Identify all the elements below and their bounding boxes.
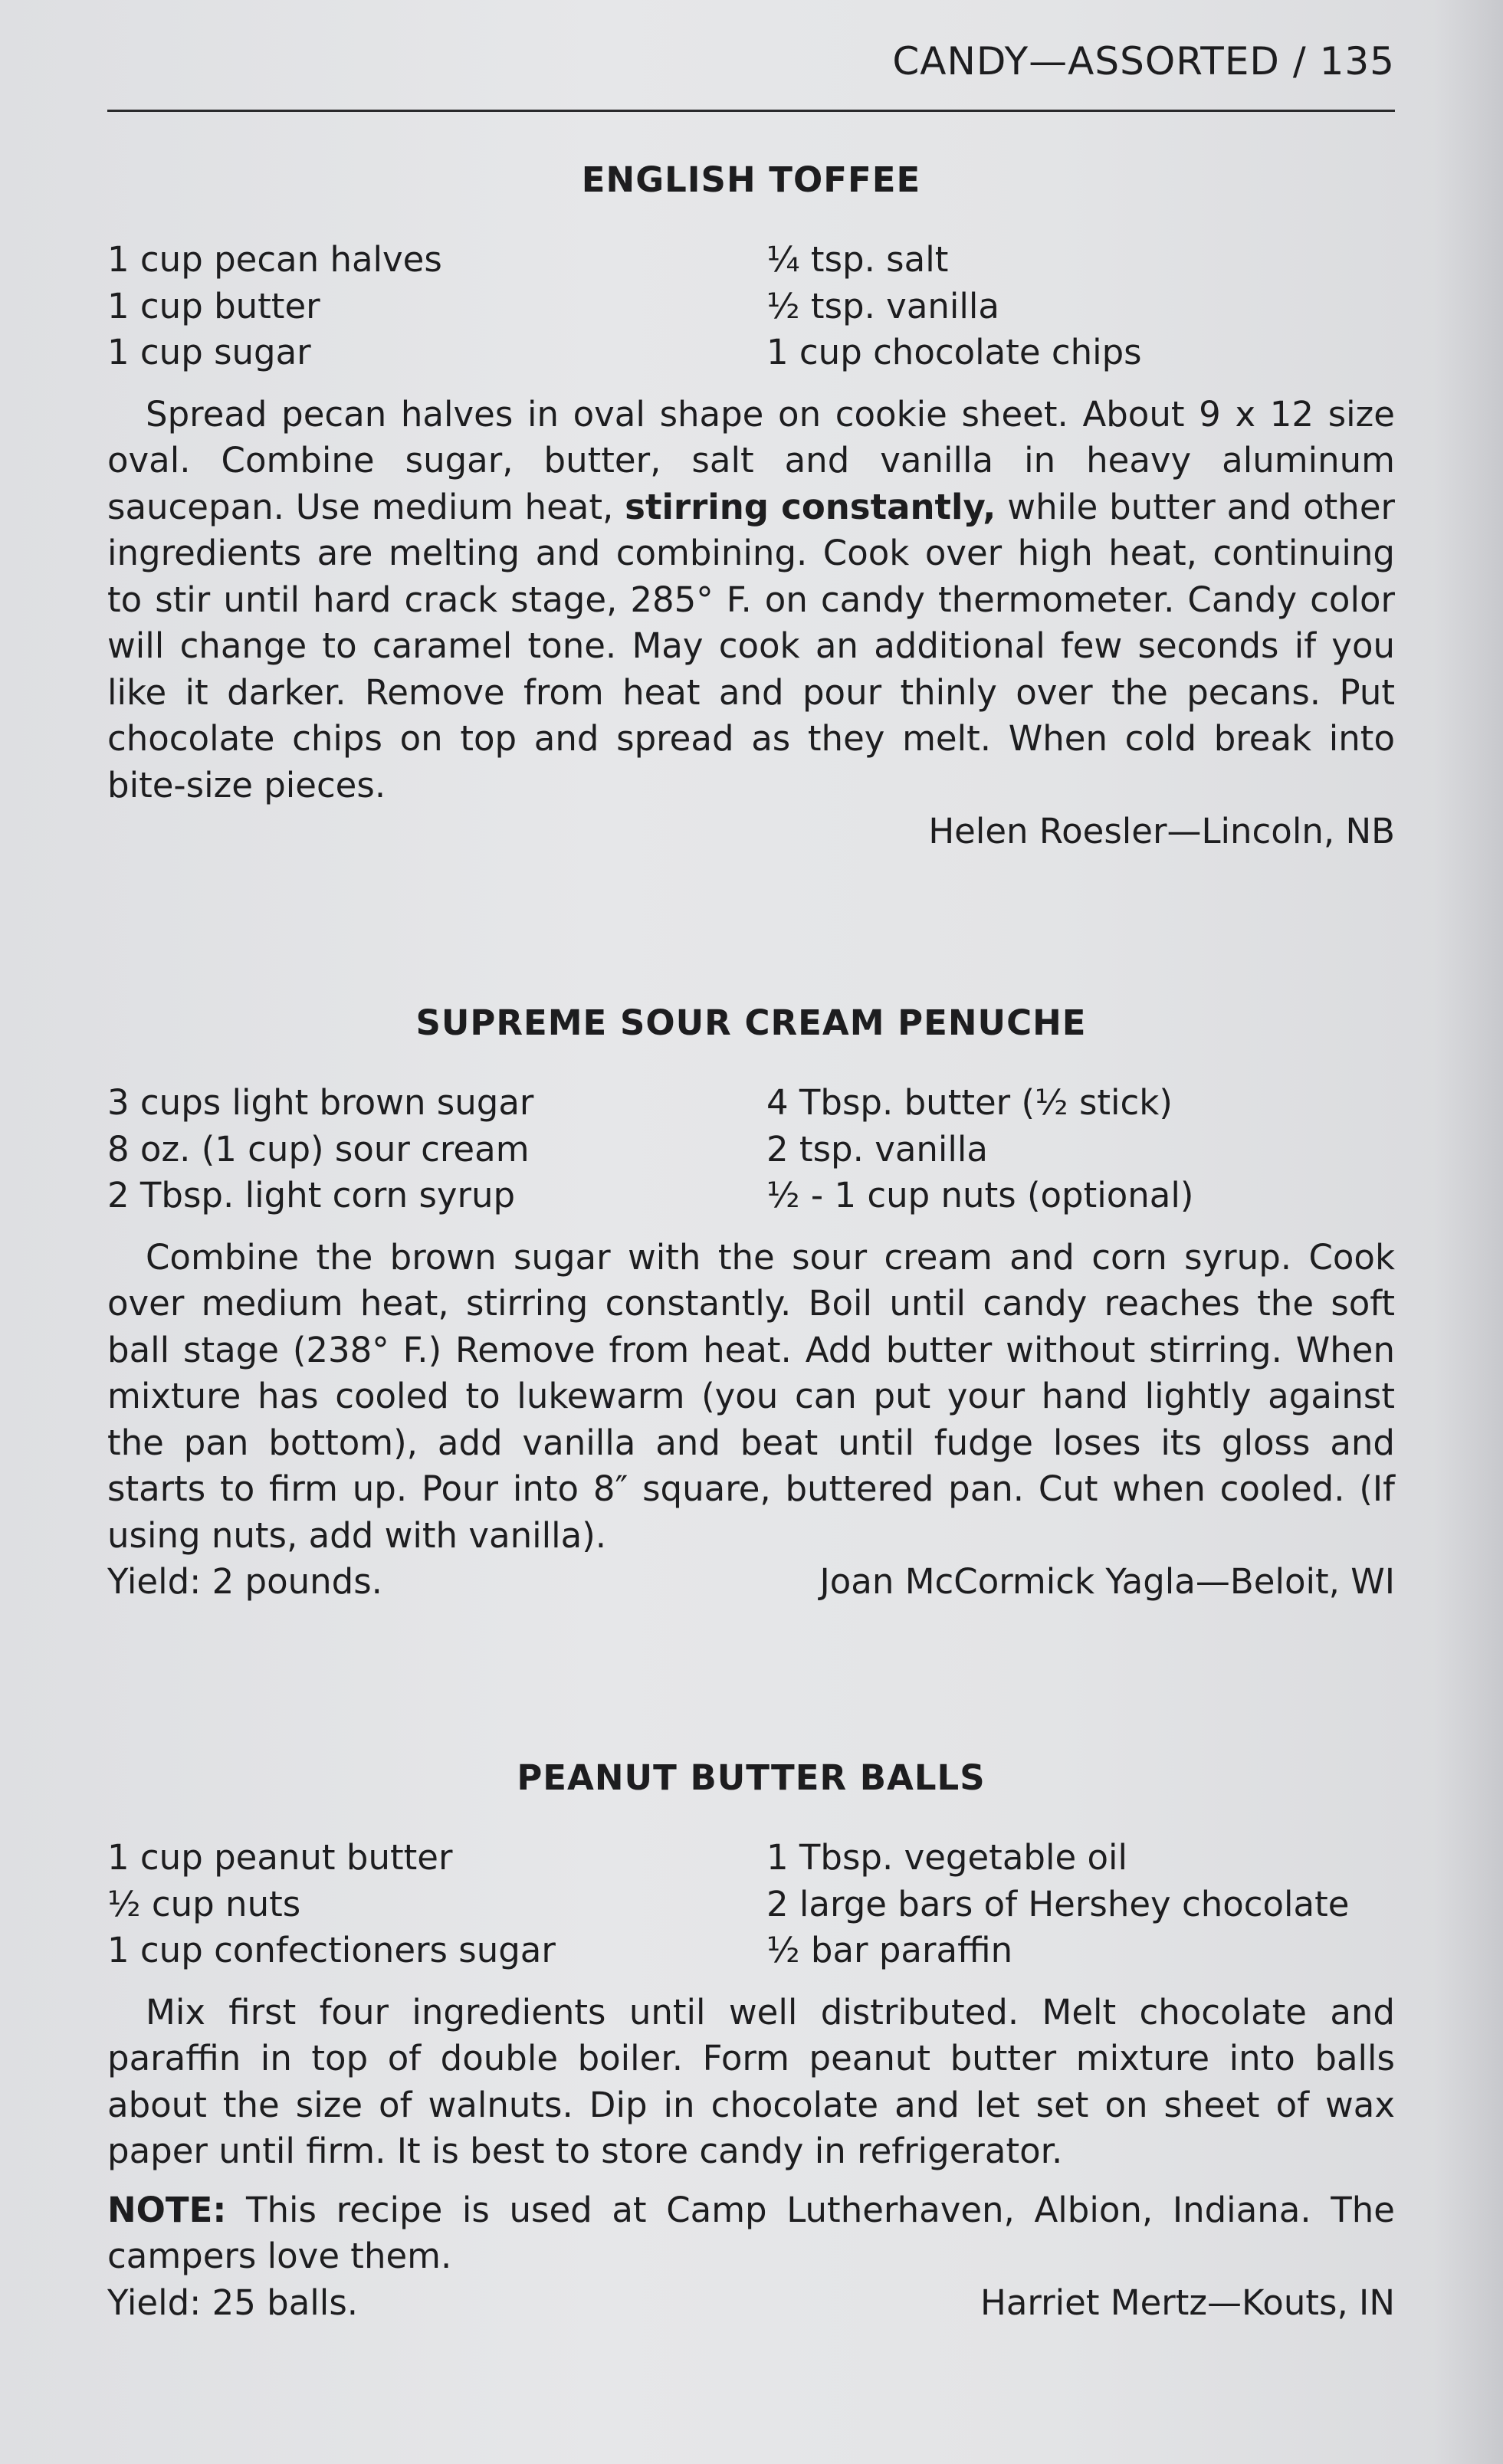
directions-text: Spread pecan halves in oval shape on cookie sheet. About 9 x 12 size oval. Combine sugar, butter, salt and vanilla in heavy aluminum saucepan. Use medium heat, (107, 393, 1395, 527)
ingredient-item: 8 oz. (1 cup) sour cream (107, 1128, 530, 1170)
recipe-directions: Combine the brown sugar with the sour cream and corn syrup. Cook over medium heat, stirring constantly. Boil until candy reaches the soft ball stage (238° F.) Remove from heat. Add butter without stirring. When mixture has cooled to lukewarm (you can put your hand lightly against the pan bottom), add vanilla and beat until fudge loses its gloss and starts to firm up. Pour into 8″ square, buttered pan. Cut when cooled. (If using nuts, add with vanilla). (107, 1236, 1395, 1556)
recipe-yield: Yield: 25 balls. (107, 2282, 359, 2323)
ingredient-item: 1 cup pecan halves (107, 239, 442, 280)
recipe-note (107, 2187, 1395, 2280)
ingredient-item: ½ tsp. vanilla (766, 285, 999, 326)
recipe-title: PEANUT BUTTER BALLS (517, 1757, 986, 1798)
recipe-title: ENGLISH TOFFEE (581, 159, 921, 200)
header-rule (107, 110, 1395, 112)
ingredient-item: ½ - 1 cup nuts (optional) (766, 1175, 1194, 1216)
ingredient-item: 2 tsp. vanilla (766, 1128, 989, 1170)
ingredient-item: 1 Tbsp. vegetable oil (766, 1837, 1127, 1878)
ingredient-item: 2 large bars of Hershey chocolate (766, 1883, 1350, 1924)
recipe-attribution: Harriet Mertz—Kouts, IN (980, 2282, 1395, 2323)
directions-text: while butter and other ingredients are melting and combining. Cook over high heat, continuing to stir until hard crack stage, 285° F. on candy thermometer. Candy color will change to caramel tone. May cook an additional few seconds if you like it darker. Remove from heat and pour thinly over the pecans. Put chocolate chips on top and spread as they melt. When cold break into bite-size pieces. (107, 486, 1395, 805)
ingredient-list (107, 1835, 1395, 1974)
recipe-english-toffee (107, 157, 1395, 855)
recipe-peanut-butter-balls (107, 1755, 1395, 2326)
ingredient-list (107, 237, 1395, 376)
directions-emphasis: stirring constantly, (625, 486, 996, 527)
recipe-directions: Mix first four ingredients until well distributed. Melt chocolate and paraffin in top of double boiler. Form peanut butter mixture into balls about the size of walnuts. Dip in chocolate and let set on sheet of wax paper until firm. It is best to store candy in refrigerator. (107, 1991, 1395, 2171)
running-head: CANDY—ASSORTED / 135 (892, 39, 1395, 84)
yield-attribution-row (107, 2280, 1395, 2327)
ingredient-item: ¼ tsp. salt (766, 239, 949, 280)
recipe-directions (107, 392, 1395, 809)
note-text: This recipe is used at Camp Lutherhaven, Albion, Indiana. The campers love them. (107, 2189, 1395, 2276)
ingredient-item: 4 Tbsp. butter (½ stick) (766, 1082, 1173, 1123)
ingredient-column-left (107, 1835, 766, 1974)
recipe-attribution: Helen Roesler—Lincoln, NB (928, 811, 1395, 851)
ingredient-column-right (766, 237, 1142, 376)
ingredient-item: 1 cup chocolate chips (766, 332, 1142, 372)
page-edge-shadow (1434, 0, 1503, 2464)
ingredient-column-left (107, 1080, 766, 1219)
ingredient-item: 1 cup peanut butter (107, 1837, 453, 1878)
ingredient-item: 1 cup confectioners sugar (107, 1930, 556, 1970)
ingredient-item: 1 cup butter (107, 285, 320, 326)
ingredient-item: ½ cup nuts (107, 1883, 301, 1924)
recipe-yield: Yield: 2 pounds. (107, 1561, 382, 1602)
yield-attribution-row (107, 1559, 1395, 1606)
recipe-title: SUPREME SOUR CREAM PENUCHE (415, 1002, 1087, 1043)
recipe-attribution: Joan McCormick Yagla—Beloit, WI (819, 1561, 1395, 1602)
ingredient-item: ½ bar paraffin (766, 1930, 1013, 1970)
ingredient-item: 2 Tbsp. light corn syrup (107, 1175, 516, 1216)
ingredient-item: 1 cup sugar (107, 332, 311, 372)
recipe-sour-cream-penuche (107, 1000, 1395, 1606)
ingredient-column-right (766, 1080, 1193, 1219)
ingredient-column-left (107, 237, 766, 376)
note-label: NOTE: (107, 2189, 227, 2230)
page-header (107, 31, 1395, 115)
ingredient-column-right (766, 1835, 1349, 1974)
ingredient-list (107, 1080, 1395, 1219)
ingredient-item: 3 cups light brown sugar (107, 1082, 534, 1123)
